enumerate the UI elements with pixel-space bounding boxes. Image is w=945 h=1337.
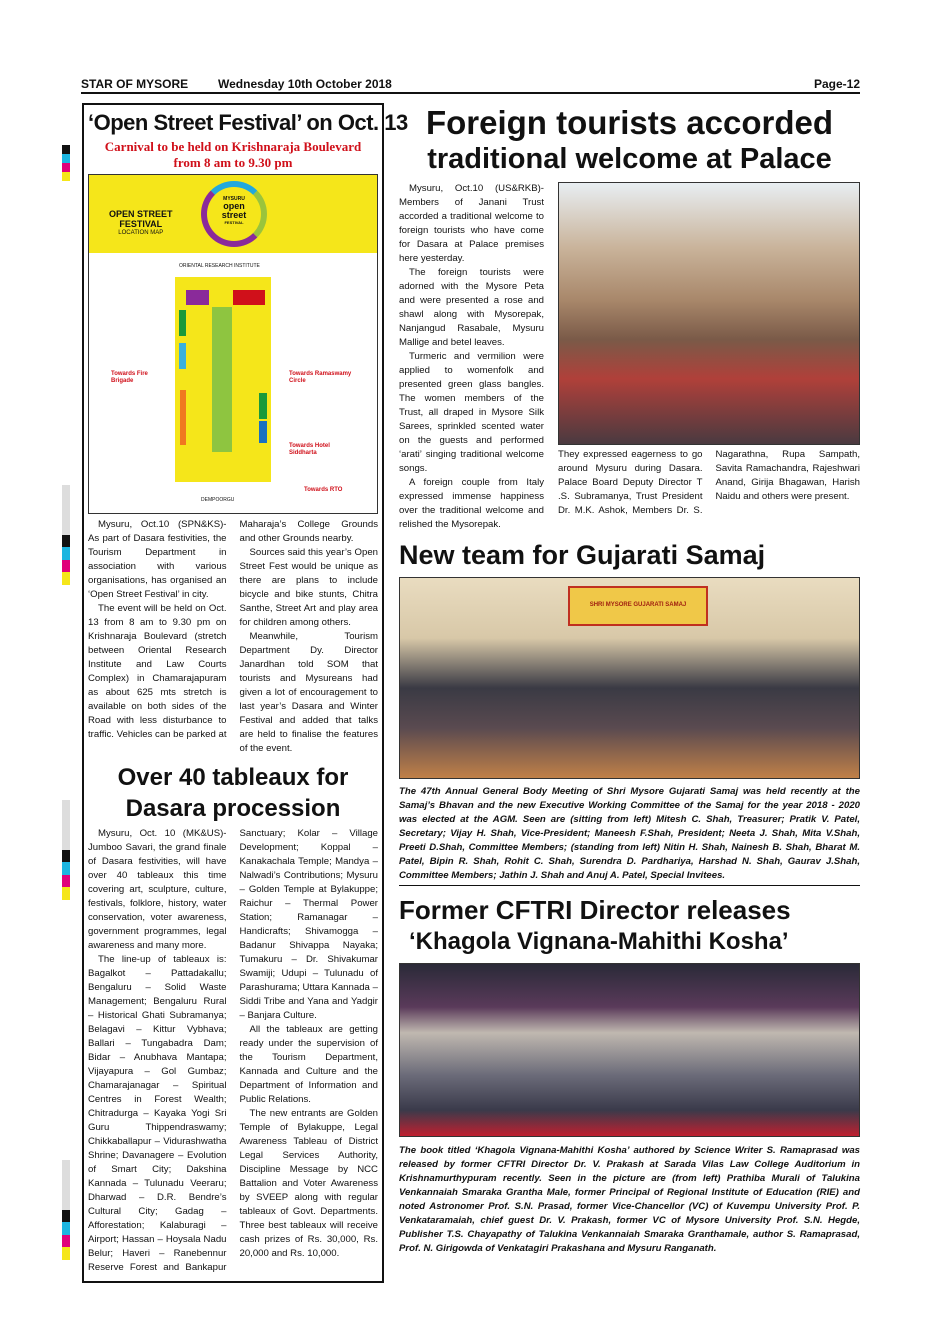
tourists-article-continuation xyxy=(558,448,860,518)
location-map xyxy=(88,174,378,514)
samaj-banner: SHRI MYSORE GUJARATI SAMAJ xyxy=(568,586,708,626)
paragraph: Mysuru, Oct.10 (SPN&KS)- As part of Dasara festivities, the Tourism Department in association with various organisations, has organised an ‘Open Street Festival’ in city. xyxy=(88,519,227,600)
registration-mark xyxy=(62,800,70,900)
map-label: Towards Hotel Siddharta xyxy=(289,443,330,456)
map-label: Towards Ramaswamy Circle xyxy=(289,371,352,384)
gujarati-samaj-caption: The 47th Annual General Body Meeting of Shri Mysore Gujarati Samaj was held recently at the Samaj’s Bhavan and the new Executive Working Committee of the Samaj for the year 2018 - 2020 was elected at the AGM. Seen are (sitting from left) Mitesh C. Shah, Treasurer; Pratik V. Patel, Secretary; Vijay H. Shah, Vice-President; Maneesh F.Shah, President; Neeta J. Shah, Mita V.Shah, Preeti D.Shah, Committee Members; (standing from left) Nitin H. Shah, Nainesh B. Shah, Bharat M. Patel, Bipin R. Shah, Rohit C. Shah, Surendra D. Pardhariya, Harshad N. Shah, Gaurav J.Shah, Committee Members; Jathin J. Shah and Anuj A. Patel, Special Invitees. xyxy=(399,785,860,886)
registration-mark xyxy=(62,145,70,181)
page-number: Page-12 xyxy=(813,77,860,91)
open-street-subtitle xyxy=(88,139,378,171)
headline-line: ‘Khagola Vignana-Mahithi Kosha’ xyxy=(409,928,789,955)
palace-welcome-photo xyxy=(558,182,860,445)
map-label: Towards Fire Brigade xyxy=(111,371,148,384)
headline-line: Foreign tourists accorded xyxy=(425,104,834,141)
issue-date: Wednesday 10th October 2018 xyxy=(218,77,392,91)
paragraph: Sources said this year’s Open Street Fest would be unique as there are plans to include bicycle and bike stunts, Chitra Santhe, Street Art and play area for children among others. xyxy=(239,547,378,628)
map-title: OPEN STREET xyxy=(109,209,173,219)
map-title: LOCATION MAP xyxy=(118,230,164,236)
logo-text: MYSURU xyxy=(223,196,245,202)
subtitle-line: Carnival to be held on Krishnaraja Boulevard xyxy=(104,139,362,154)
open-street-article-body xyxy=(88,518,378,756)
subtitle-line: from 8 am to 9.30 pm xyxy=(173,155,293,170)
headline-line: Dasara procession xyxy=(125,795,341,822)
right-column xyxy=(399,104,860,1256)
left-column-box xyxy=(82,103,408,1283)
tableaux-article-body xyxy=(88,827,378,1275)
tourists-article-body xyxy=(399,182,544,532)
paragraph: The new entrants are Golden Temple of Bylakuppe, Legal Awareness Tableau of District Legal Services Authority, Discipline Message by NCC Battalion and Voter Awareness by SVEEP along with regular tableaux of Govt. Departments. Three best tableaux will receive cash prizes of Rs. 30,000, Rs. 20,000 and Rs. 10,000. xyxy=(239,1108,378,1259)
tourists-headline xyxy=(399,104,860,178)
map-label: ORIENTAL RESEARCH INSTITUTE xyxy=(179,263,260,269)
gujarati-samaj-photo xyxy=(399,577,860,779)
paper-name: STAR OF MYSORE xyxy=(81,77,189,91)
map-label: Towards RTO xyxy=(304,487,343,493)
map-title: FESTIVAL xyxy=(119,219,163,229)
gujarati-samaj-headline: New team for Gujarati Samaj xyxy=(399,540,766,570)
paragraph: A foreign couple from Italy expressed immense happiness over the traditional welcome and relished the Mysorepak. xyxy=(399,477,544,530)
headline-line: Former CFTRI Director releases xyxy=(399,895,791,925)
paragraph: Turmeric and vermilion were applied to womenfolk and presented green glass bangles. The women members of the Trust, all draped in Mysore Silk Sarees, sprinkled scented water on the guests and performed ‘arati’ singing traditional welcome songs. xyxy=(399,351,544,474)
paragraph: The event will be held on Oct. 13 from 8 am to 9.30 pm on Krishnaraja Boulevard (stretch between Oriental Research Institute and Law Courts Complex) in Chamarajapuram as about 625 mts stretch is available on both sides of the Road with less disturbance to traffic. Vehicles can be parked at Maharaja’s College Grounds and other Grounds nearby. xyxy=(88,519,378,740)
book-release-photo xyxy=(399,963,860,1137)
registration-mark xyxy=(62,1160,70,1260)
page-header xyxy=(81,77,860,94)
map-label: DEMPOORGU xyxy=(201,497,235,503)
registration-mark xyxy=(62,485,70,585)
headline-line: traditional welcome at Palace xyxy=(427,143,832,175)
headline-line: Over 40 tableaux for xyxy=(117,764,349,791)
festival-logo xyxy=(201,181,267,247)
paragraph: The foreign tourists were adorned with the Mysore Peta and were presented a rose and shawl along with Mysorepak, Nanjangud Rasabale, Mysuru Mallige and betel leaves. xyxy=(399,267,544,348)
logo-text: open xyxy=(223,201,245,211)
paragraph: Mysuru, Oct. 10 (MK&US)- Jumboo Savari, the grand finale of Dasara festivities, will have over 40 tableaux this time covering art, sculpture, culture, festivals, folklore, history, water conservation, voter awareness, government programmes, legal awareness and many more. xyxy=(88,828,227,951)
paragraph: The line-up of tableaux is: Bagalkot – Pattadakallu; Bengaluru – Solid Waste Management; Bengaluru Rural – Historical Ghati Subramanya; Belagavi – Kittur Vybhava; Ballari – Tungabadra Dam; Bidar – Anubhava Mantapa; Vijayapura – Gol Gumbaz; Chamarajanagar – Spiritual Centres in Forest Wealth; Chitradurga – Kayaka Yogi Sri Guru Thippendraswamy; Chikkaballapur – Vidurashwatha Shrine; Davanagere – Evolution of Smart City; Dakshina Kannada – Tulunadu Veeraru; Dharwad – D.R. Bendre’s Cultural City; Gadag – Afforestation; Kalaburagi – Airport; Hassan – Hoysala Nadu Belur; Haveri – Ranebennur Reserve Forest and Bankapur Sanctuary; Kolar – Village Development; Koppal – Kanakachala Temple; Mandya – Nalwadi’s Contributions; Mysuru – Golden Temple at Bylakuppe; Raichur – Thermal Power Station; Ramanagar – Handicrafts; Shivamogga – Badanur Shivappa Nayaka; Tumakuru – Dr. Shivakumar Swamiji; Udupi – Tulunadu of Parashurama; Uttara Kannada – Siddi Tribe and Yana and Yadgir – Banjara Culture. xyxy=(88,828,378,1273)
logo-text: street xyxy=(221,210,247,220)
paragraph: Mysuru, Oct.10 (US&RKB)- Members of Janani Trust accorded a traditional welcome to foreign tourists who have come for Dasara at Palace premises here yesterday. xyxy=(399,183,544,264)
cftri-headline xyxy=(399,894,860,958)
open-street-headline: ‘Open Street Festival’ on Oct. 13 xyxy=(88,110,408,135)
paragraph: All the tableaux are getting ready under the supervision of the Tourism Department, Kannada and Culture and the Department of Information and Public Relations. xyxy=(239,1024,378,1105)
tableaux-headline xyxy=(88,762,378,824)
paragraph: They expressed eagerness to go around Mysuru during Dasara. Palace Board Deputy Director T .S. Subramanya, Trust President Dr. M.K. Ashok, Members Dr. S. Nagarathna, Rupa Sampath, Savita Ramachandra, Rajeshwari Anand, Girija Bhagawan, Harish Naidu and others were present. xyxy=(558,449,860,516)
logo-text: FESTIVAL xyxy=(224,220,244,225)
tourists-article xyxy=(399,182,860,532)
paragraph: Meanwhile, Tourism Department Dy. Director Janardhan told SOM that tourists and Mysureans had given a lot of encouragement to last year’s Dasara and Winter Festival and added that talks are held to finalise the features of the event. xyxy=(239,631,378,754)
cftri-caption: The book titled ‘Khagola Vignana-Mahithi Kosha’ authored by Science Writer S. Ramaprasad was released by former CFTRI Director Dr. V. Prakash at Sarada Vilas Law College Auditorium in Krishnamurthypuram recently. Seen in the picture are (from left) Prathiba Murali of Talukina Venkannaiah Smaraka Grantha Male, former Principal of Regional Institute of Education (RIE) and noted Astronomer Prof. S.N. Prasad, former Vice-Chancellor (VC) of Kuvempu University Prof. P. Venkataramaiah, chief guest Dr. V. Prakash, former VC of Mysore University Prof. S.N. Hegde, Publisher T.S. Chayapathy of Talukina Venkannaiah Smaraka Granthamale, author S. Ramaprasad, Prof. N. Girigowda of Venkatagiri Prakashana and Mysuru Ranganath. xyxy=(399,1145,860,1254)
